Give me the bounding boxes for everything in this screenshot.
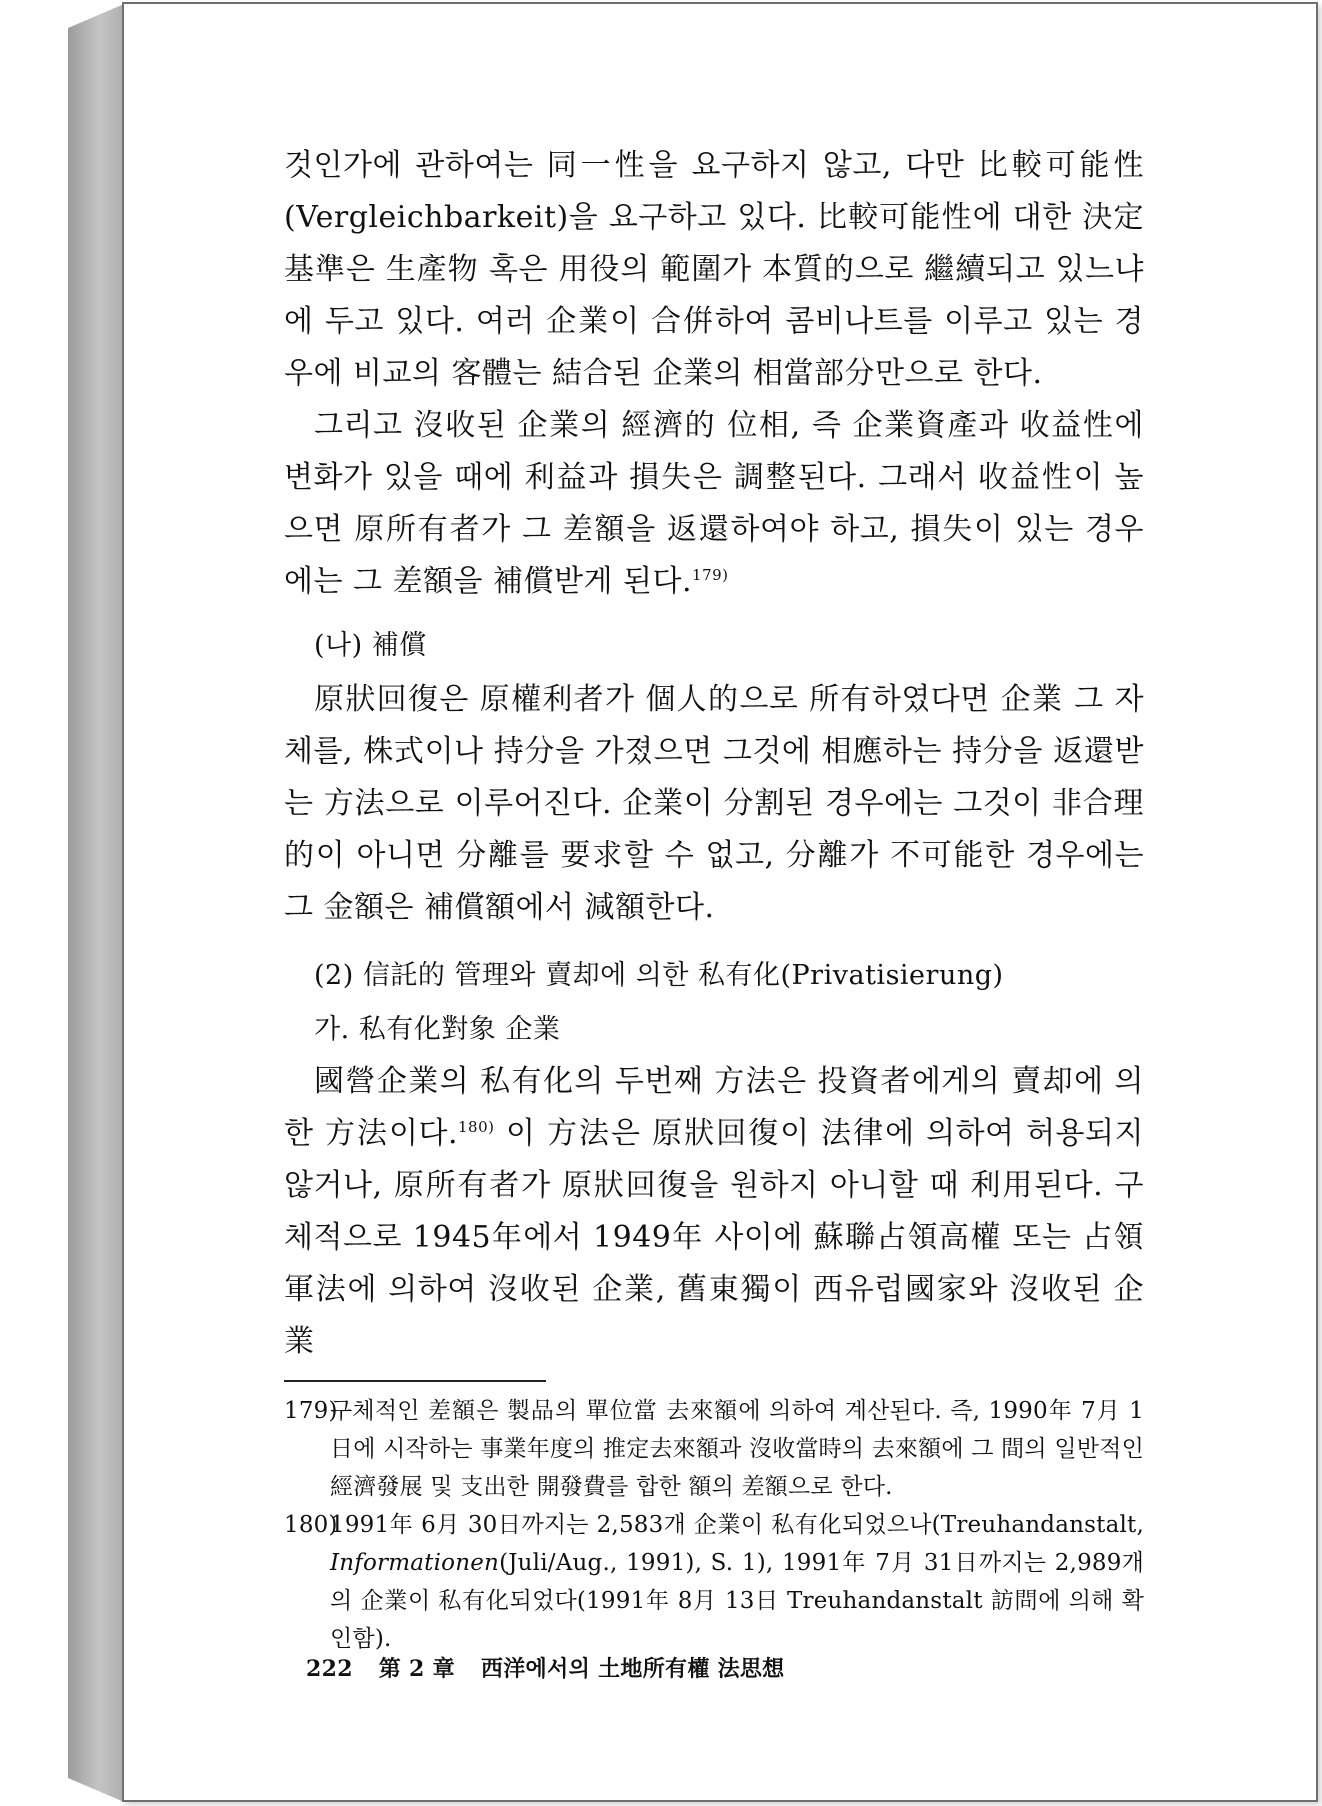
footnote-180 — [284, 1506, 1144, 1658]
page-number: 222 — [306, 1656, 353, 1682]
footnote-ref-180: 180) — [458, 1118, 495, 1136]
page-content — [284, 140, 1144, 1658]
chapter-label: 第 2 章 — [378, 1656, 455, 1682]
footnote-text-b: (Juli/Aug., 1991), S. 1), 1991年 7月 31日까지는 2,989개의 企業이 私有化되었다(1991年 8月 13日 Treuhandanstalt 訪問에 의해 확인함). — [330, 1550, 1144, 1652]
footnote-divider — [284, 1380, 546, 1382]
paragraph-4-text-b: 이 方法은 原狀回復이 法律에 의하여 허용되지 않거나, 原所有者가 原狀回復을 원하지 아니할 때 利用된다. 구체적으로 1945年에서 1949年 사이에 蘇聯占領高權 또는 占領軍法에 의하여 沒收된 企業, 舊東獨이 西유럽國家와 沒收된 企業 — [284, 1116, 1144, 1359]
chapter-title: 西洋에서의 土地所有權 法思想 — [480, 1656, 785, 1682]
footnote-number: 180) — [284, 1512, 338, 1538]
page-footer — [306, 1652, 802, 1683]
footnote-number: 179) — [284, 1398, 338, 1424]
section-heading-2: (2) 信託的 管理와 賣却에 의한 私有化(Privatisierung) — [314, 960, 1004, 991]
book-spine — [68, 4, 124, 1802]
footnote-ref-179: 179) — [692, 566, 729, 584]
footnote-text: 구체적인 差額은 製品의 單位當 去來額에 의하여 계산된다. 즉, 1990年 7月 1日에 시작하는 事業年度의 推定去來額과 沒收當時의 去來額에 그 間의 일반적인 經濟發展 및 支出한 開發費를 합한 額의 差額으로 한다. — [330, 1398, 1144, 1500]
subheading-na: (나) 補償 — [314, 630, 427, 661]
footnote-179 — [284, 1392, 1144, 1506]
footnote-text — [330, 1506, 1144, 1658]
footnotes — [284, 1392, 1144, 1658]
paragraph-4-text-a: 國營企業의 私有化의 두번째 方法은 投資者에게의 賣却에 의한 方法이다. — [284, 1064, 1144, 1151]
paragraph-4 — [284, 1056, 1144, 1368]
subheading-ga: 가. 私有化對象 企業 — [314, 1014, 561, 1045]
paragraph-2-text: 그리고 沒收된 企業의 經濟的 位相, 즉 企業資產과 收益性에 변화가 있을 때에 利益과 損失은 調整된다. 그래서 收益性이 높으면 原所有者가 그 差額을 返還하여야 하고, 損失이 있는 경우에는 그 差額을 補償받게 된다. — [284, 408, 1144, 599]
paragraph-1: 것인가에 관하여는 同一性을 요구하지 않고, 다만 比較可能性(Vergleichbarkeit)을 요구하고 있다. 比較可能性에 대한 決定基準은 生產物 혹은 用役의 範圍가 本質的으로 繼續되고 있느냐에 두고 있다. 여러 企業이 合倂하여 콤비나트를 이루고 있는 경우에 비교의 客體는 結合된 企業의 相當部分만으로 한다. — [284, 148, 1144, 391]
footnote-italic-title: Informationen — [330, 1550, 500, 1576]
paragraph-2 — [284, 400, 1144, 608]
paragraph-3: 原狀回復은 原權利者가 個人的으로 所有하였다면 企業 그 자체를, 株式이나 持分을 가졌으면 그것에 相應하는 持分을 返還받는 方法으로 이루어진다. 企業이 分割된 경우에는 그것이 非合理的이 아니면 分離를 要求할 수 없고, 分離가 不可能한 경우에는 그 金額은 補償額에서 減額한다. — [284, 682, 1144, 925]
footnote-text-a: 1991年 6月 30日까지는 2,583개 企業이 私有化되었으나(Treuhandanstalt, — [330, 1512, 1144, 1538]
